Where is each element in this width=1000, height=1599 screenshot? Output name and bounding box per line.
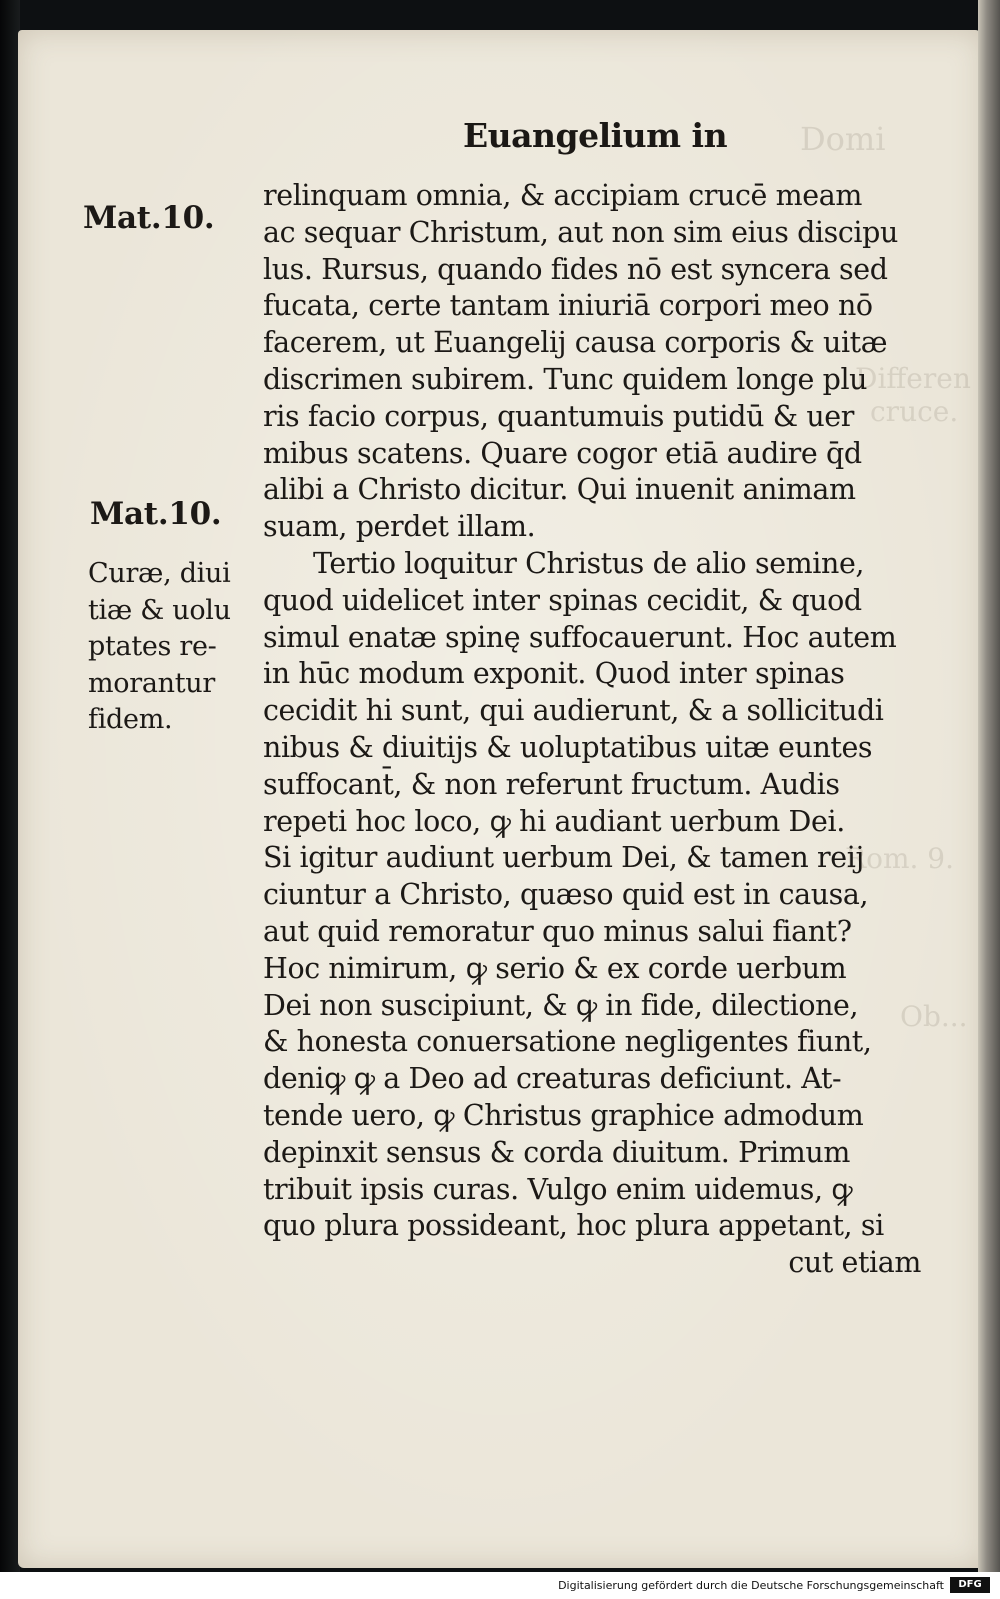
running-head: Euangelium in xyxy=(463,116,728,155)
text-line: quo plura possideant, hoc plura appetant, si xyxy=(263,1209,884,1243)
text-line: lus. Rursus, quando fides nō est syncera sed xyxy=(263,252,888,286)
text-line: deniꝙ ꝙ a Deo ad creaturas deficiunt. At- xyxy=(263,1062,842,1096)
text-line: mibus scatens. Quare cogor etiā audire q̄d xyxy=(263,436,862,470)
text-line: Hoc nimirum, ꝙ serio & ex corde uerbum xyxy=(263,951,847,985)
bleed-through-text: Domi xyxy=(800,120,886,158)
text-line: cecidit hi sunt, qui audierunt, & a sollicitudi xyxy=(263,694,884,728)
margin-gloss xyxy=(88,556,231,739)
text-line: alibi a Christo dicitur. Qui inuenit animam xyxy=(263,473,856,507)
catchword: cut etiam xyxy=(788,1246,921,1280)
gloss-line: tiæ & uolu xyxy=(88,594,231,626)
text-line: fucata, certe tantam iniuriā corpori meo nō xyxy=(263,289,873,323)
text-line: suffocant̄, & non referunt fructum. Audis xyxy=(263,767,840,801)
text-line: tende uero, ꝙ Christus graphice admodum xyxy=(263,1098,864,1132)
page-edge xyxy=(978,0,1000,1572)
dfg-logo: DFG xyxy=(950,1577,990,1593)
bleed-through-text: Differen xyxy=(855,362,971,395)
margin-reference: Mat.10. xyxy=(83,200,215,236)
text-line: depinxit sensus & corda diuitum. Primum xyxy=(263,1135,851,1169)
book-spine xyxy=(0,0,20,1572)
text-line: facerem, ut Euangelij causa corporis & uitæ xyxy=(263,326,888,360)
bleed-through-text: Ob... xyxy=(900,1000,968,1033)
text-line: Dei non suscipiunt, & ꝙ in fide, dilectione, xyxy=(263,988,859,1022)
text-line: suam, perdet illam. xyxy=(263,510,536,544)
bleed-through-text: cruce. xyxy=(870,395,959,428)
text-line: simul enatæ spinę suffocauerunt. Hoc autem xyxy=(263,620,897,654)
text-line: in hūc modum exponit. Quod inter spinas xyxy=(263,657,845,691)
margin-reference: Mat.10. xyxy=(90,496,222,532)
text-line: ris facio corpus, quantumuis putidū & uer xyxy=(263,399,854,433)
text-line: Si igitur audiunt uerbum Dei, & tamen reij xyxy=(263,841,864,875)
text-line: repeti hoc loco, ꝙ hi audiant uerbum Dei. xyxy=(263,804,845,838)
footer-credit: Digitalisierung gefördert durch die Deutsche Forschungsgemeinschaft xyxy=(558,1579,944,1592)
text-line: quod uidelicet inter spinas cecidit, & quod xyxy=(263,583,862,617)
gloss-line: morantur xyxy=(88,667,215,699)
text-line: ac sequar Christum, aut non sim eius discipu xyxy=(263,215,898,249)
text-line: aut quid remoratur quo minus salui fiant? xyxy=(263,914,852,948)
text-line: discrimen subirem. Tunc quidem longe plu xyxy=(263,362,868,396)
gloss-line: fidem. xyxy=(88,704,173,735)
text-line: tribuit ipsis curas. Vulgo enim uidemus, ꝙ xyxy=(263,1172,853,1206)
text-line: Tertio loquitur Christus de alio semine, xyxy=(313,546,865,580)
text-line: nibus & diuitijs & uoluptatibus uitæ euntes xyxy=(263,730,873,764)
footer-bar xyxy=(0,1572,1000,1599)
gloss-line: Curæ, diui xyxy=(88,558,231,589)
text-line: ciuntur a Christo, quæso quid est in causa, xyxy=(263,878,869,912)
text-line: & honesta conuersatione negligentes fiunt, xyxy=(263,1025,872,1059)
main-text-block xyxy=(263,178,923,1282)
text-line: relinquam omnia, & accipiam crucē meam xyxy=(263,179,862,212)
gloss-line: ptates re- xyxy=(88,631,217,662)
bleed-through-text: Rom. 9. xyxy=(845,842,955,875)
